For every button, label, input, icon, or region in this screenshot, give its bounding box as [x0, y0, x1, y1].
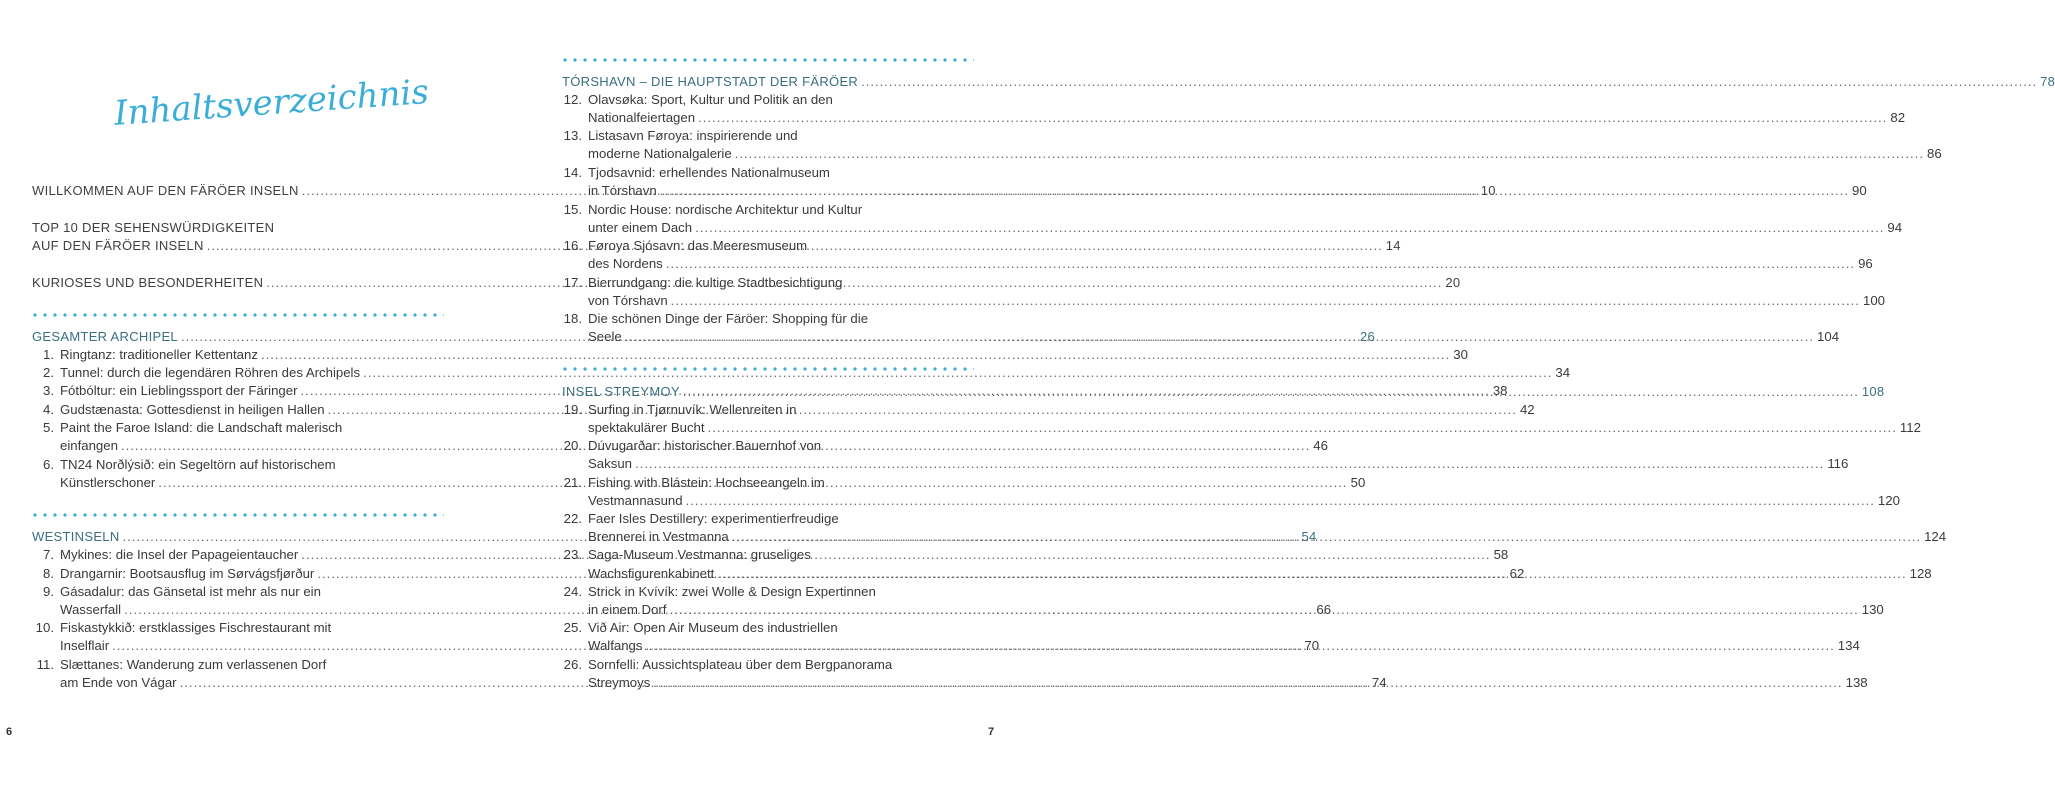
- entry-number: 19.: [563, 402, 582, 417]
- toc-entry-25-line1[interactable]: Við Air: Open Air Museum des industriellen: [588, 620, 838, 635]
- entry-number: 9.: [43, 584, 54, 599]
- entry-number: 5.: [43, 420, 54, 435]
- entry-number: 21.: [563, 475, 582, 490]
- entry-number: 18.: [563, 311, 582, 326]
- toc-entry-26[interactable]: Streymoys ..... 138: [588, 675, 974, 690]
- toc-entry-15[interactable]: unter einem Dach ..... 94: [588, 220, 974, 235]
- toc-entry-17[interactable]: von Tórshavn ..... 100: [588, 293, 974, 308]
- svg-text:Inhaltsverzeichnis: Inhaltsverzeichnis: [112, 71, 431, 134]
- toc-entry-11[interactable]: am Ende von Vágar ..... 74: [60, 675, 444, 690]
- toc-entry-2[interactable]: Tunnel: durch die legendären Röhren des Archipels ..... 34: [60, 365, 444, 380]
- entry-number: 7.: [43, 547, 54, 562]
- toc-heading-kurioses[interactable]: KURIOSES UND BESONDERHEITEN ..... 20: [32, 275, 444, 290]
- page-number-right: 7: [988, 726, 995, 738]
- entry-number: 16.: [563, 238, 582, 253]
- toc-entry-6[interactable]: Künstlerschoner ..... 50: [60, 475, 444, 490]
- entry-number: 11.: [36, 657, 54, 672]
- toc-entry-3[interactable]: Fótbóltur: ein Lieblingssport der Färinger ..... 38: [60, 383, 444, 398]
- toc-entry-13-line1[interactable]: Listasavn Føroya: inspirierende und: [588, 128, 798, 143]
- toc-entry-11-line1[interactable]: Slættanes: Wanderung zum verlassenen Dorf: [60, 657, 327, 672]
- entry-number: 14.: [563, 165, 582, 180]
- toc-entry-22-line1[interactable]: Faer Isles Destillery: experimentierfreudige: [588, 511, 839, 526]
- entry-number: 15.: [563, 202, 582, 217]
- toc-entry-26-line1[interactable]: Sornfelli: Aussichtsplateau über dem Bergpanorama: [588, 657, 893, 672]
- toc-entry-21[interactable]: Vestmannasund ..... 120: [588, 493, 974, 508]
- entry-number: 8.: [43, 566, 54, 581]
- entry-number: 10.: [35, 620, 54, 635]
- toc-title: [112, 66, 431, 138]
- entry-number: 4.: [43, 402, 54, 417]
- section-divider: [560, 58, 974, 62]
- toc-entry-16-line1[interactable]: Føroya Sjósavn: das Meeresmuseum: [588, 238, 808, 253]
- toc-entry-13[interactable]: moderne Nationalgalerie ..... 86: [588, 146, 974, 161]
- toc-entry-9[interactable]: Wasserfall ..... 66: [60, 602, 444, 617]
- toc-entry-24[interactable]: in einem Dorf ..... 130: [588, 602, 974, 617]
- section-divider: [560, 367, 974, 371]
- entry-number: 2.: [43, 365, 54, 380]
- entry-number: 6.: [43, 457, 54, 472]
- entry-number: 25.: [563, 620, 582, 635]
- toc-entry-5-line1[interactable]: Paint the Faroe Island: die Landschaft malerisch: [60, 420, 343, 435]
- toc-entry-19[interactable]: spektakulärer Bucht ..... 112: [588, 420, 974, 435]
- toc-entry-21-line1[interactable]: Fishing with Blástein: Hochseeangeln im: [588, 475, 825, 490]
- entry-number: 1.: [43, 347, 54, 362]
- section-divider: [30, 513, 444, 517]
- toc-entry-9-line1[interactable]: Gásadalur: das Gänsetal ist mehr als nur ein: [60, 584, 321, 599]
- toc-entry-19-line1[interactable]: Surfing in Tjørnuvík: Wellenreiten in: [588, 402, 797, 417]
- toc-entry-4[interactable]: Gudstænasta: Gottesdienst in heiligen Hallen ..... 42: [60, 402, 444, 417]
- toc-section-archipel[interactable]: GESAMTER ARCHIPEL ..... 26: [32, 329, 444, 344]
- toc-entry-7[interactable]: Mykines: die Insel der Papageientaucher ..... 58: [60, 547, 444, 562]
- entry-number: 26.: [563, 657, 582, 672]
- toc-heading-willkommen[interactable]: WILLKOMMEN AUF DEN FÄRÖER INSELN ..... 10: [32, 183, 444, 198]
- toc-entry-10[interactable]: Inselflair ..... 70: [60, 638, 444, 653]
- toc-heading-top10-line1[interactable]: TOP 10 DER SEHENSWÜRDIGKEITEN: [32, 220, 275, 235]
- toc-entry-6-line1[interactable]: TN24 Norðlýsið: ein Segeltörn auf historischem: [60, 457, 336, 472]
- toc-section-streymoy[interactable]: INSEL STREYMOY ..... 108: [562, 384, 974, 399]
- toc-entry-16[interactable]: des Nordens ..... 96: [588, 256, 974, 271]
- toc-entry-20-line1[interactable]: Dúvugarðar: historischer Bauernhof von: [588, 438, 822, 453]
- toc-entry-15-line1[interactable]: Nordic House: nordische Architektur und Kultur: [588, 202, 863, 217]
- entry-number: 22.: [563, 511, 582, 526]
- toc-entry-18-line1[interactable]: Die schönen Dinge der Färöer: Shopping für die: [588, 311, 869, 326]
- page-number-left: 6: [6, 726, 13, 738]
- toc-section-torshavn[interactable]: TÓRSHAVN – DIE HAUPTSTADT DER FÄRÖER ..... 78: [562, 74, 974, 89]
- entry-number: 13.: [563, 128, 582, 143]
- toc-entry-20[interactable]: Saksun ..... 116: [588, 456, 974, 471]
- toc-entry-23-line1[interactable]: Saga-Museum Vestmanna: gruseliges: [588, 547, 811, 562]
- entry-number: 17.: [563, 275, 582, 290]
- toc-entry-24-line1[interactable]: Strick in Kvívík: zwei Wolle & Design Expertinnen: [588, 584, 876, 599]
- toc-entry-23[interactable]: Wachsfigurenkabinett ..... 128: [588, 566, 974, 581]
- toc-entry-12[interactable]: Nationalfeiertagen ..... 82: [588, 110, 974, 125]
- toc-entry-14[interactable]: in Tórshavn ..... 90: [588, 183, 974, 198]
- entry-number: 24.: [563, 584, 582, 599]
- toc-heading-top10[interactable]: AUF DEN FÄRÖER INSELN ..... 14: [32, 238, 444, 253]
- toc-entry-12-line1[interactable]: Olavsøka: Sport, Kultur und Politik an den: [588, 92, 833, 107]
- toc-entry-1[interactable]: Ringtanz: traditioneller Kettentanz ..... 30: [60, 347, 444, 362]
- toc-entry-17-line1[interactable]: Bierrundgang: die kultige Stadtbesichtigung: [588, 275, 843, 290]
- toc-entry-8[interactable]: Drangarnir: Bootsausflug im Sørvágsfjørður ..... 62: [60, 566, 444, 581]
- toc-entry-5[interactable]: einfangen ..... 46: [60, 438, 444, 453]
- entry-number: 20.: [563, 438, 582, 453]
- toc-entry-22[interactable]: Brennerei in Vestmanna ..... 124: [588, 529, 974, 544]
- entry-number: 3.: [43, 383, 54, 398]
- entry-number: 23.: [563, 547, 582, 562]
- section-divider: [30, 313, 444, 317]
- toc-entry-14-line1[interactable]: Tjodsavnid: erhellendes Nationalmuseum: [588, 165, 830, 180]
- toc-section-westinseln[interactable]: WESTINSELN ..... 54: [32, 529, 444, 544]
- toc-entry-25[interactable]: Walfangs ..... 134: [588, 638, 974, 653]
- toc-entry-18[interactable]: Seele ..... 104: [588, 329, 974, 344]
- entry-number: 12.: [563, 92, 582, 107]
- toc-entry-10-line1[interactable]: Fiskastykkið: erstklassiges Fischrestaurant mit: [60, 620, 332, 635]
